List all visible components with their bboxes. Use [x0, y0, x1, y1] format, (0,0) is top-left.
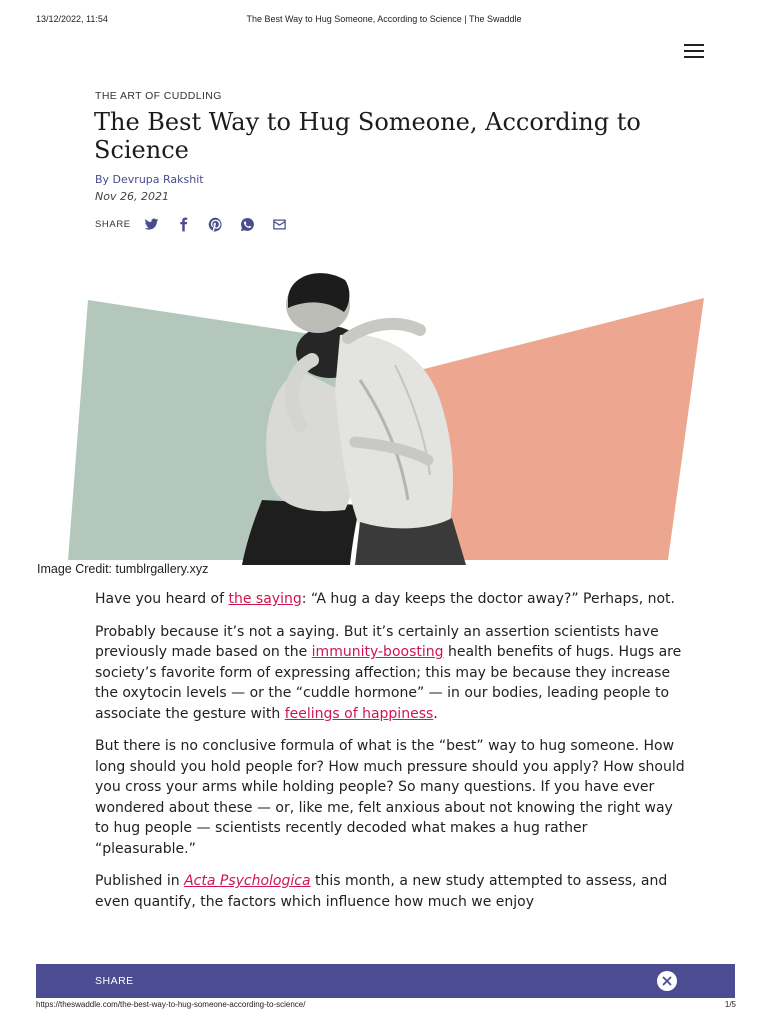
link-feelings-of-happiness[interactable]: feelings of happiness: [284, 705, 434, 722]
paragraph-4: Published in Acta Psychologica this month, a new study attempted to assess, and even quantify, the factors which influence how much we enjoy: [95, 873, 668, 910]
hero-image: [0, 260, 768, 565]
whatsapp-icon[interactable]: [237, 216, 259, 232]
paragraph-2: Probably because it’s not a saying. But it’s certainly an assertion scientists have previously made based on the immunity-boosting health benefits of hugs. Hugs are society’s favorite form of expressing affection; this may be because they increase the oxytocin levels — or the “cuddle hormone” — in our bodies, leading people to associate the gesture with feelings of happiness.: [95, 623, 682, 722]
print-page-title: The Best Way to Hug Someone, According to Science | The Swaddle: [246, 14, 522, 24]
paragraph-3: But there is no conclusive formula of what is the “best” way to hug someone. How long should you hold people for? How much pressure should you apply? How should you cross your arms while holding people? So many questions. If you have ever wondered about these — or, like me, felt anxious about not knowing the right way to hug people — scientists recently decoded what makes a hug rather “pleasurable.”: [95, 738, 685, 857]
print-datetime: 13/12/2022, 11:54: [36, 14, 108, 24]
print-url: https://theswaddle.com/the-best-way-to-hug-someone-according-to-science/: [36, 1000, 306, 1009]
hamburger-menu-icon[interactable]: [684, 44, 704, 60]
pinterest-icon[interactable]: [205, 216, 227, 232]
image-credit: Image Credit: tumblrgallery.xyz: [37, 562, 209, 576]
print-page-number: 1/5: [724, 1000, 736, 1009]
hero-shape-right: [420, 298, 704, 560]
twitter-icon[interactable]: [141, 216, 163, 232]
facebook-icon[interactable]: [173, 216, 195, 232]
link-immunity-boosting[interactable]: immunity-boosting: [311, 644, 444, 660]
share-label: SHARE: [95, 218, 131, 230]
link-the-saying[interactable]: the saying: [228, 591, 302, 607]
article-date: Nov 26, 2021: [95, 190, 169, 203]
article-title: The Best Way to Hug Someone, According to Science: [94, 108, 641, 164]
sticky-share-bar: [36, 964, 735, 998]
share-row: [95, 216, 301, 232]
article-byline[interactable]: By Devrupa Rakshit: [95, 173, 204, 186]
paragraph-1: Have you heard of the saying: “A hug a day keeps the doctor away?” Perhaps, not.: [95, 591, 675, 607]
article-body: [95, 589, 685, 924]
article-kicker[interactable]: THE ART OF CUDDLING: [95, 90, 222, 102]
email-icon[interactable]: [269, 216, 291, 232]
share-bar-button[interactable]: SHARE: [95, 975, 134, 987]
close-icon[interactable]: [657, 971, 677, 991]
link-acta-psychologica[interactable]: Acta Psychologica: [184, 873, 311, 889]
hugging-couple-figure: [242, 273, 466, 565]
